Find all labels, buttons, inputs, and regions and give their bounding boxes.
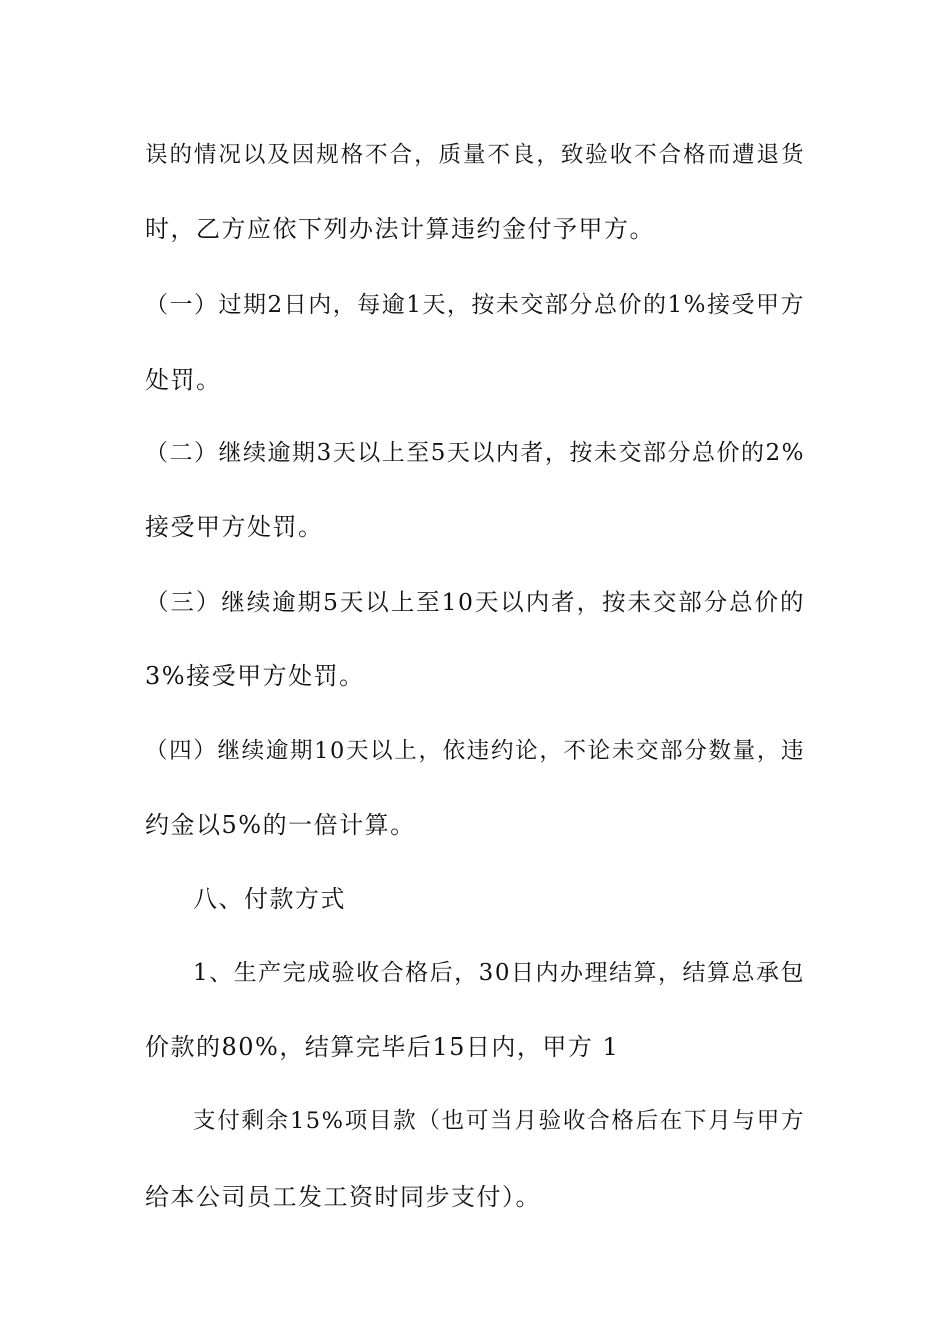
text-line-4: 处罚。 — [145, 366, 222, 394]
section-heading: 八、付款方式 — [193, 885, 346, 913]
text-line-2: 时，乙方应依下列办法计算违约金付予甲方。 — [145, 215, 655, 243]
text-line-1: 误的情况以及因规格不合，质量不良，致验收不合格而遭退货 — [145, 142, 805, 168]
text-line-8: 3%接受甲方处罚。 — [145, 662, 365, 690]
text-line-12: 1、生产完成验收合格后，30日内办理结算，结算总承包 — [193, 960, 805, 986]
text-line-5: （二）继续逾期3天以上至5天以内者，按未交部分总价的2% — [145, 440, 805, 466]
text-line-10: 约金以5%的一倍计算。 — [145, 811, 416, 839]
text-line-6: 接受甲方处罚。 — [145, 513, 324, 541]
text-line-7: （三）继续逾期5天以上至10天以内者，按未交部分总价的 — [145, 588, 805, 616]
text-line-13: 价款的80%，结算完毕后15日内，甲方 1 — [145, 1033, 620, 1061]
text-line-14: 支付剩余15%项目款（也可当月验收合格后在下月与甲方 — [193, 1108, 805, 1134]
text-line-3: （一）过期2日内，每逾1天，按未交部分总价的1%接受甲方 — [145, 292, 805, 318]
text-line-9: （四）继续逾期10天以上，依违约论，不论未交部分数量，违 — [145, 738, 805, 764]
text-line-15: 给本公司员工发工资时同步支付）。 — [145, 1183, 541, 1211]
